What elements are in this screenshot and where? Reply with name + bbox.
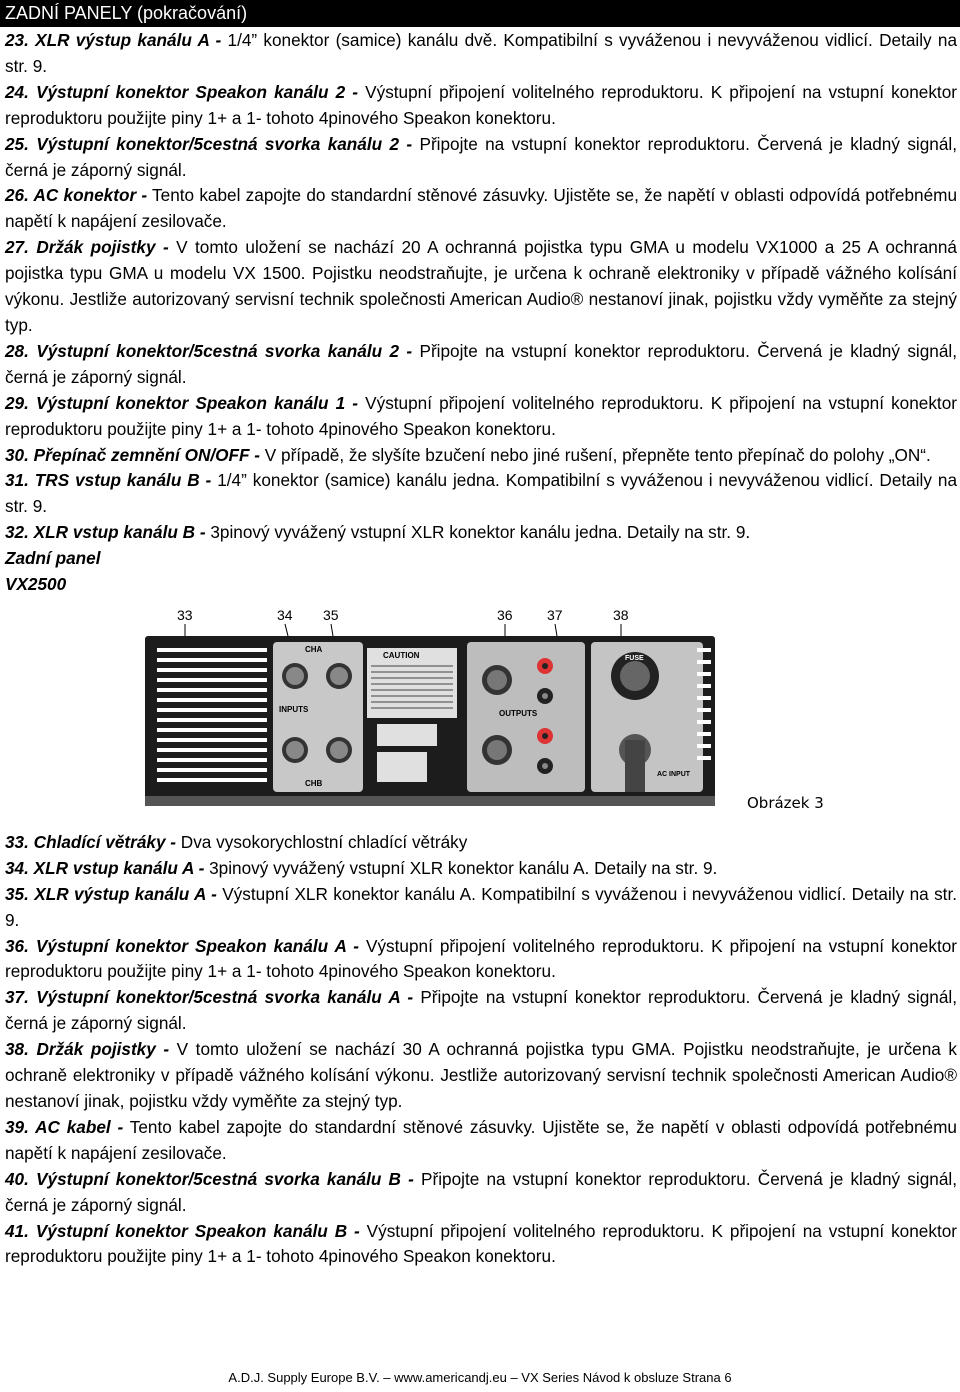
items-top-list: [5, 28, 957, 546]
item-text: V tomto uložení se nachází 20 A ochranná pojistka typu GMA u modelu VX1000 a 25 A ochranná pojistka typu GMA u modelu VX 1500. Pojistku neodstraňujte, je určena k ochraně elektroniky v případě vážného kolísání výkonu. Jestliže autorizovaný servisní technik společnosti American Audio® nestanoví jinak, pojistku vždy vyměňte za stejný typ.: [5, 237, 957, 335]
item-heading: 30. Přepínač zemnění ON/OFF -: [5, 444, 261, 465]
list-item: [5, 28, 957, 80]
item-text: Výstupní připojení volitelného reproduktoru. K připojení na vstupní konektor reproduktoru použijte piny 1+ a 1- tohoto 4pinového Speakon konektoru.: [5, 392, 957, 439]
item-text: 3pinový vyvážený vstupní XLR konektor kanálu A. Detaily na str. 9.: [204, 857, 718, 878]
label-inputs: INPUTS: [279, 704, 309, 714]
footer-text: A.D.J. Supply Europe B.V. – www.americandj.eu – VX Series Návod k obsluze Strana 6: [228, 1370, 732, 1385]
item-heading: 32. XLR vstup kanálu B -: [5, 522, 206, 543]
item-heading: 33. Chladící větráky -: [5, 831, 177, 852]
item-heading: 25. Výstupní konektor/5cestná svorka kanálu 2 -: [5, 133, 413, 154]
list-item: [5, 1115, 957, 1167]
list-item: [5, 830, 957, 856]
label-fuse: FUSE: [625, 654, 644, 662]
item-heading: 29. Výstupní konektor Speakon kanálu 1 -: [5, 392, 359, 413]
item-text: Výstupní připojení volitelného reproduktoru. K připojení na vstupní konektor reproduktoru použijte piny 1+ a 1- tohoto 4pinového Speakon konektoru.: [5, 935, 958, 982]
callout-37: 37: [547, 606, 563, 623]
callout-33: 33: [177, 606, 193, 623]
figure-caption: Obrázek 3: [747, 793, 824, 812]
item-heading: 35. XLR výstup kanálu A -: [5, 883, 217, 904]
item-heading: 31. TRS vstup kanálu B -: [5, 470, 212, 491]
label-cha: CHA: [305, 644, 323, 654]
list-item: [5, 1219, 957, 1271]
list-item: [5, 520, 957, 546]
item-text: V tomto uložení se nachází 30 A ochranná pojistka typu GMA. Pojistku neodstraňujte, je určena k ochraně elektroniky v případě vážného kolísání výkonu. Jestliže autorizovaný servisní technik společnosti American Audio® nestanoví jinak, pojistku vždy vyměňte za stejný typ.: [5, 1039, 958, 1111]
item-heading: 34. XLR vstup kanálu A -: [5, 857, 205, 878]
list-item: [5, 443, 957, 469]
item-heading: 36. Výstupní konektor Speakon kanálu A -: [5, 935, 359, 956]
label-outputs: OUTPUTS: [499, 708, 538, 718]
page-footer: [0, 1370, 960, 1385]
item-text: Připojte na vstupní konektor reproduktoru. Červená je kladný signál, černá je záporný signál.: [5, 340, 957, 387]
list-item: [5, 391, 957, 443]
list-item: [5, 934, 957, 986]
panel-label: Zadní panel: [5, 548, 101, 569]
header-title: ZADNÍ PANELY (pokračování): [5, 3, 248, 23]
list-item: [5, 235, 957, 339]
label-ac-input: AC INPUT: [657, 770, 691, 778]
item-heading: 28. Výstupní konektor/5cestná svorka kanálu 2 -: [5, 340, 413, 361]
item-heading: 39. AC kabel -: [5, 1116, 124, 1137]
list-item: [5, 985, 957, 1037]
model-label: VX2500: [5, 574, 67, 595]
input-section: [273, 642, 363, 792]
item-text: V případě, že slyšíte bzučení nebo jiné rušení, přepněte tento přepínač do polohy „ON“.: [260, 444, 931, 465]
callout-38: 38: [613, 606, 629, 623]
item-text: 3pinový vyvážený vstupní XLR konektor kanálu jedna. Detaily na str. 9.: [205, 522, 751, 543]
document-body: [5, 28, 957, 1270]
item-text: Tento kabel zapojte do standardní stěnové zásuvky. Ujistěte se, že napětí v oblasti odpovídá potřebnému napětí k napájení zesilovače.: [5, 1116, 957, 1163]
item-heading: 40. Výstupní konektor/5cestná svorka kanálu B -: [5, 1168, 414, 1189]
rear-panel-figure: [5, 600, 957, 830]
page-header: [0, 0, 960, 27]
item-heading: 26. AC konektor -: [5, 185, 148, 206]
item-heading: 24. Výstupní konektor Speakon kanálu 2 -: [5, 81, 359, 102]
list-item: [5, 1167, 957, 1219]
list-item: [5, 132, 957, 184]
callout-35: 35: [323, 606, 339, 623]
item-heading: 41. Výstupní konektor Speakon kanálu B -: [5, 1220, 360, 1241]
list-item: [5, 882, 957, 934]
item-heading: 23. XLR výstup kanálu A -: [5, 30, 222, 50]
item-text: Tento kabel zapojte do standardní stěnové zásuvky. Ujistěte se, že napětí v oblasti odpovídá potřebnému napětí k napájení zesilovače.: [5, 185, 958, 232]
list-item: [5, 1037, 957, 1115]
item-text: Výstupní připojení volitelného reproduktoru. K připojení na vstupní konektor reproduktoru použijte piny 1+ a 1- tohoto 4pinového Speakon konektoru.: [5, 1220, 957, 1267]
item-text: 1/4” konektor (samice) kanálu dvě. Kompatibilní s vyváženou i nevyváženou vidlicí. Detaily na str. 9.: [5, 30, 958, 76]
item-text: Výstupní XLR konektor kanálu A. Kompatibilní s vyváženou i nevyváženou vidlicí. Detaily na str. 9.: [5, 883, 957, 930]
item-text: 1/4” konektor (samice) kanálu jedna. Kompatibilní s vyváženou i nevyváženou vidlicí. Detaily na str. 9.: [5, 470, 957, 517]
item-heading: 27. Držák pojistky -: [5, 237, 169, 258]
item-text: Připojte na vstupní konektor reproduktoru. Červená je kladný signál, černá je záporný signál.: [5, 133, 957, 180]
callout-36: 36: [497, 606, 513, 623]
item-text: Dva vysokorychlostní chladící větráky: [176, 831, 468, 852]
item-heading: 37. Výstupní konektor/5cestná svorka kanálu A -: [5, 987, 414, 1008]
items-bottom-list: [5, 830, 957, 1270]
list-item: [5, 339, 957, 391]
list-item: [5, 80, 957, 132]
callout-34: 34: [277, 606, 293, 623]
caution-text: CAUTION: [383, 650, 420, 660]
item-text: Připojte na vstupní konektor reproduktoru. Červená je kladný signál, černá je záporný signál.: [5, 1168, 957, 1215]
list-item: [5, 183, 957, 235]
item-heading: 38. Držák pojistky -: [5, 1039, 170, 1060]
list-item: [5, 856, 957, 882]
label-chb: CHB: [305, 778, 323, 788]
list-item: [5, 468, 957, 520]
item-text: Výstupní připojení volitelného reproduktoru. K připojení na vstupní konektor reproduktoru použijte piny 1+ a 1- tohoto 4pinového Speakon konektoru.: [5, 81, 957, 128]
item-text: Připojte na vstupní konektor reproduktoru. Červená je kladný signál, černá je záporný signál.: [5, 987, 957, 1034]
